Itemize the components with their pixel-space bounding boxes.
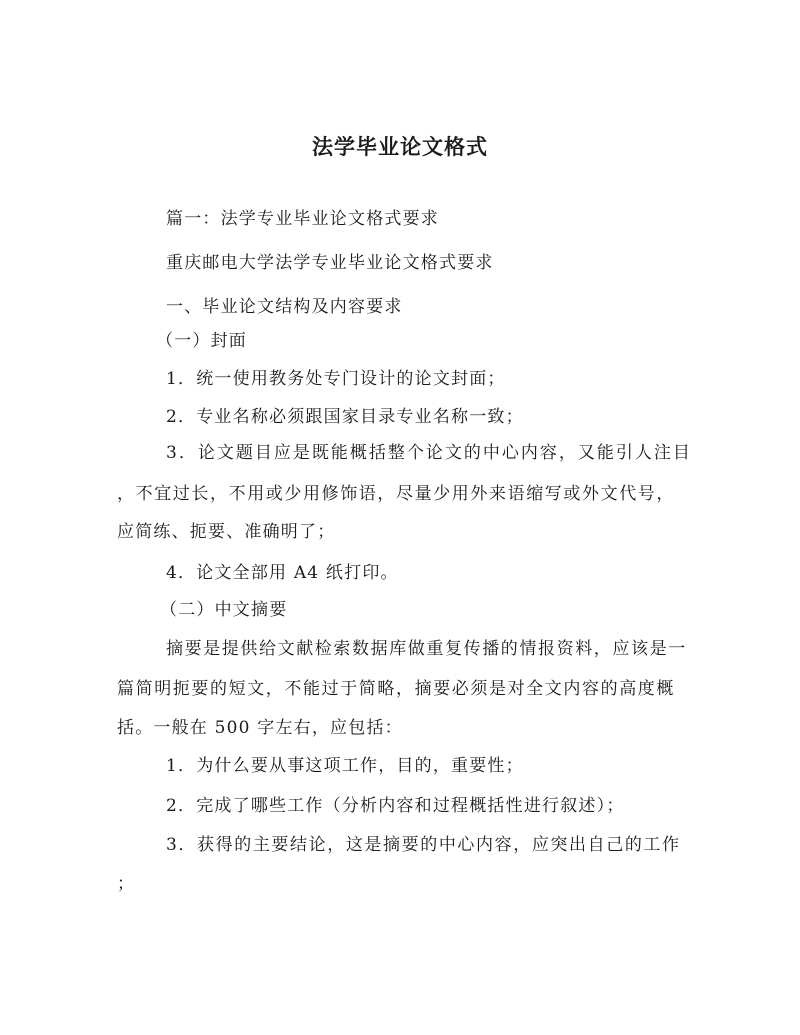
subsection-heading-cover: （一）封面 [156,331,247,351]
paragraph-line: 摘要是提供给文献检索数据库做重复传播的情报资料，应该是一 [166,639,687,659]
list-item: 4．论文全部用 A4 纸打印。 [166,563,399,583]
paragraph-line: 括。一般在 500 字左右，应包括： [117,718,403,738]
section-heading-structure: 一、毕业论文结构及内容要求 [166,297,403,317]
paragraph-line: ； [117,874,136,894]
paragraph-line: 应简练、扼要、准确明了； [117,522,336,542]
document-title: 法学毕业论文格式 [312,134,488,159]
document-subtitle: 重庆邮电大学法学专业毕业论文格式要求 [166,253,494,273]
paragraph-line: 篇简明扼要的短文，不能过于简略，摘要必须是对全文内容的高度概 [117,679,675,699]
list-item: 1．统一使用教务处专门设计的论文封面； [166,369,506,389]
subsection-heading-abstract: （二）中文摘要 [160,600,288,620]
list-item: 2．完成了哪些工作（分析内容和过程概括性进行叙述）； [166,796,625,816]
list-item: 1．为什么要从事这项工作，目的，重要性； [166,756,524,776]
list-item: 3．获得的主要结论，这是摘要的中心内容，应突出自己的工作 [166,835,681,855]
section-heading-part-one: 篇一：法学专业毕业论文格式要求 [166,209,439,229]
list-item: 3．论文题目应是既能概括整个论文的中心内容，又能引人注目 [166,443,692,463]
paragraph-line: ，不宜过长，不用或少用修饰语，尽量少用外来语缩写或外文代号， [117,484,675,504]
list-item: 2．专业名称必须跟国家目录专业名称一致； [166,407,524,427]
